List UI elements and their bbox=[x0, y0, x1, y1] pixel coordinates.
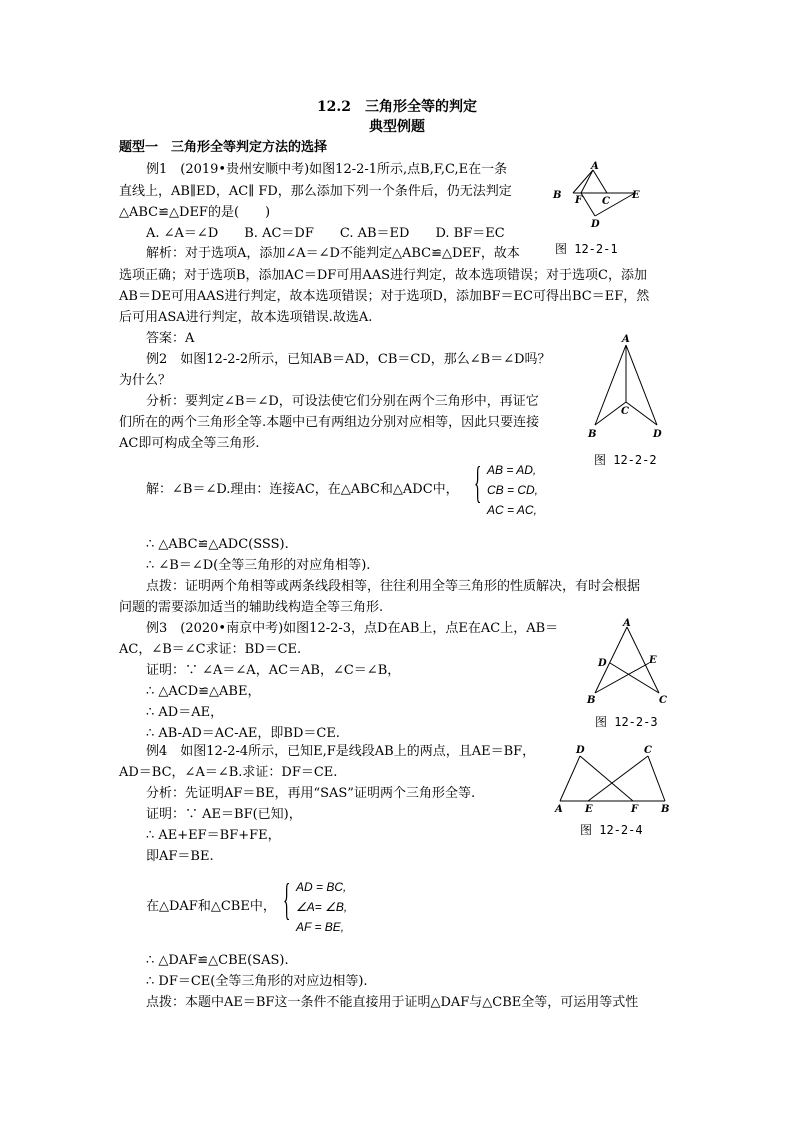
ex2-system-2: CB = CD, bbox=[487, 483, 539, 497]
ex1-analysis-3: AB＝DE可用AAS进行判定，故本选项错误；对于选项D，添加BF＝EC可得出BC＝EF，然 bbox=[119, 289, 650, 304]
ex1-analysis-1: 解析：对于选项A，添加∠A＝∠D不能判定△ABC≌△DEF，故本 bbox=[146, 246, 520, 261]
page-title: 12.2 三角形全等的判定 bbox=[316, 99, 478, 115]
ex1-analysis-2: 选项正确；对于选项B，添加AC＝DF可用AAS进行判定，故本选项错误；对于选项C，添加 bbox=[119, 268, 647, 283]
figure-12-2-3 bbox=[583, 617, 673, 707]
page-subtitle: 典型例题 bbox=[369, 119, 425, 135]
fig1-caption: 图 12-2-1 bbox=[555, 242, 618, 256]
fig2-label-A: A bbox=[622, 334, 630, 345]
ex4-step-1: 证明：∵ AE＝BF(已知)， bbox=[146, 807, 302, 822]
ex3-line1: 例3 (2020•南京中考)如图12-2-3，点D在AB上，点E在AC上，AB＝ bbox=[146, 621, 559, 636]
fig4-label-F: F bbox=[631, 804, 639, 815]
ex1-line2: 直线上，AB∥ED，AC∥ FD，那么添加下列一个条件后，仍无法判定 bbox=[119, 184, 512, 199]
ex1-analysis-4: 后可用ASA进行判定，故本选项错误.故选A. bbox=[119, 310, 373, 325]
fig4-label-E: E bbox=[585, 804, 593, 815]
ex3-line2: AC，∠B＝∠C求证：BD＝CE. bbox=[119, 642, 302, 657]
fig4-label-D: D bbox=[576, 745, 585, 756]
ex2-conclusion-2: ∴ ∠B＝∠D(全等三角形的对应角相等). bbox=[146, 558, 371, 573]
ex4-step-4: 在△DAF和△CBE中， bbox=[146, 899, 276, 914]
ex2-analysis-1: 分析：要判定∠B＝∠D，可设法使它们分别在两个三角形中，再证它 bbox=[146, 394, 539, 409]
ex2-system-1: AB = AD, bbox=[487, 463, 537, 477]
ex2-solution: 解：∠B＝∠D.理由：连接AC，在△ABC和△ADC中， bbox=[146, 482, 459, 497]
ex4-system bbox=[296, 877, 347, 937]
fig2-label-B: B bbox=[588, 429, 597, 440]
fig1-label-C: C bbox=[602, 196, 610, 207]
fig2-label-D: D bbox=[653, 429, 662, 440]
ex2-conclusion-1: ∴ △ABC≌△ADC(SSS). bbox=[146, 537, 289, 552]
ex3-step-1: 证明：∵ ∠A＝∠A，AC＝AB，∠C＝∠B， bbox=[146, 663, 401, 678]
fig1-label-B: B bbox=[553, 190, 562, 201]
fig4-label-C: C bbox=[644, 745, 652, 756]
fig3-label-C: C bbox=[659, 695, 667, 706]
ex4-analysis: 分析：先证明AF＝BE，再用“SAS”证明两个三角形全等. bbox=[146, 786, 476, 801]
ex3-step-3: ∴ AD＝AE， bbox=[146, 705, 224, 720]
fig4-label-B: B bbox=[661, 804, 670, 815]
fig4-caption: 图 12-2-4 bbox=[580, 823, 643, 837]
fig1-label-D: D bbox=[591, 219, 600, 230]
ex2-analysis-2: 们所在的两个三角形全等.本题中已有两组边分别对应相等，因此只要连接 bbox=[119, 415, 540, 430]
ex2-tip-2: 问题的需要添加适当的辅助线构造全等三角形. bbox=[119, 600, 384, 615]
fig3-label-B: B bbox=[587, 695, 596, 706]
ex1-options: A. ∠A＝∠D B. AC＝DF C. AB＝ED D. BF＝EC bbox=[146, 226, 505, 241]
fig2-label-C: C bbox=[621, 406, 629, 417]
figure-12-2-4 bbox=[550, 742, 675, 815]
ex4-brace: { bbox=[283, 875, 291, 924]
ex2-brace: { bbox=[474, 458, 482, 507]
fig3-caption: 图 12-2-3 bbox=[595, 715, 658, 729]
figure-12-2-1 bbox=[545, 160, 645, 230]
ex2-system-3: AC = AC, bbox=[487, 503, 537, 517]
fig1-label-F: F bbox=[575, 195, 583, 206]
ex4-step-3: 即AF＝BE. bbox=[146, 849, 214, 864]
ex3-step-2: ∴ △ACD≌△ABE， bbox=[146, 684, 261, 699]
fig2-caption: 图 12-2-2 bbox=[594, 453, 657, 467]
ex4-system-2: ∠A= ∠B, bbox=[296, 900, 348, 914]
ex1-answer: 答案：A bbox=[146, 331, 195, 346]
ex4-system-3: AF = BE, bbox=[296, 920, 345, 934]
ex2-system bbox=[487, 460, 538, 520]
ex2-analysis-3: AC即可构成全等三角形. bbox=[119, 436, 260, 451]
ex3-step-4: ∴ AB-AD＝AC-AE，即BD＝CE. bbox=[146, 726, 340, 741]
ex2-line2: 为什么？ bbox=[119, 373, 172, 388]
fig3-label-A: A bbox=[623, 618, 631, 629]
ex4-conclusion-2: ∴ DF＝CE(全等三角形的对应边相等). bbox=[146, 974, 368, 989]
ex4-system-1: AD = BC, bbox=[296, 880, 347, 894]
fig3-label-E: E bbox=[649, 655, 657, 666]
figure-12-2-2 bbox=[583, 330, 673, 445]
fig1-label-A: A bbox=[591, 161, 599, 172]
ex4-conclusion-1: ∴ △DAF≌△CBE(SAS). bbox=[146, 953, 289, 968]
ex1-line1: 例1 (2019•贵州安顺中考)如图12-2-1所示,点B,F,C,E在一条 bbox=[146, 162, 508, 177]
ex4-line1: 例4 如图12-2-4所示，已知E,F是线段AB上的两点，且AE＝BF， bbox=[146, 744, 536, 759]
ex4-line2: AD＝BC，∠A＝∠B.求证：DF＝CE. bbox=[119, 765, 338, 780]
ex4-step-2: ∴ AE+EF＝BF+FE， bbox=[146, 828, 281, 843]
section-heading: 题型一 三角形全等判定方法的选择 bbox=[119, 140, 328, 155]
ex2-tip-1: 点拨：证明两个角相等或两条线段相等，往往利用全等三角形的性质解决，有时会根据 bbox=[146, 579, 641, 594]
fig4-label-A: A bbox=[555, 804, 563, 815]
fig1-label-E: E bbox=[632, 190, 640, 201]
ex4-tip-1: 点拨：本题中AE＝BF这一条件不能直接用于证明△DAF与△CBE全等，可运用等式性 bbox=[146, 995, 639, 1010]
ex2-line1: 例2 如图12-2-2所示，已知AB＝AD，CB＝CD，那么∠B＝∠D吗？ bbox=[146, 352, 551, 367]
fig3-label-D: D bbox=[598, 658, 607, 669]
ex1-line3: △ABC≌△DEF的是( ) bbox=[119, 205, 271, 220]
